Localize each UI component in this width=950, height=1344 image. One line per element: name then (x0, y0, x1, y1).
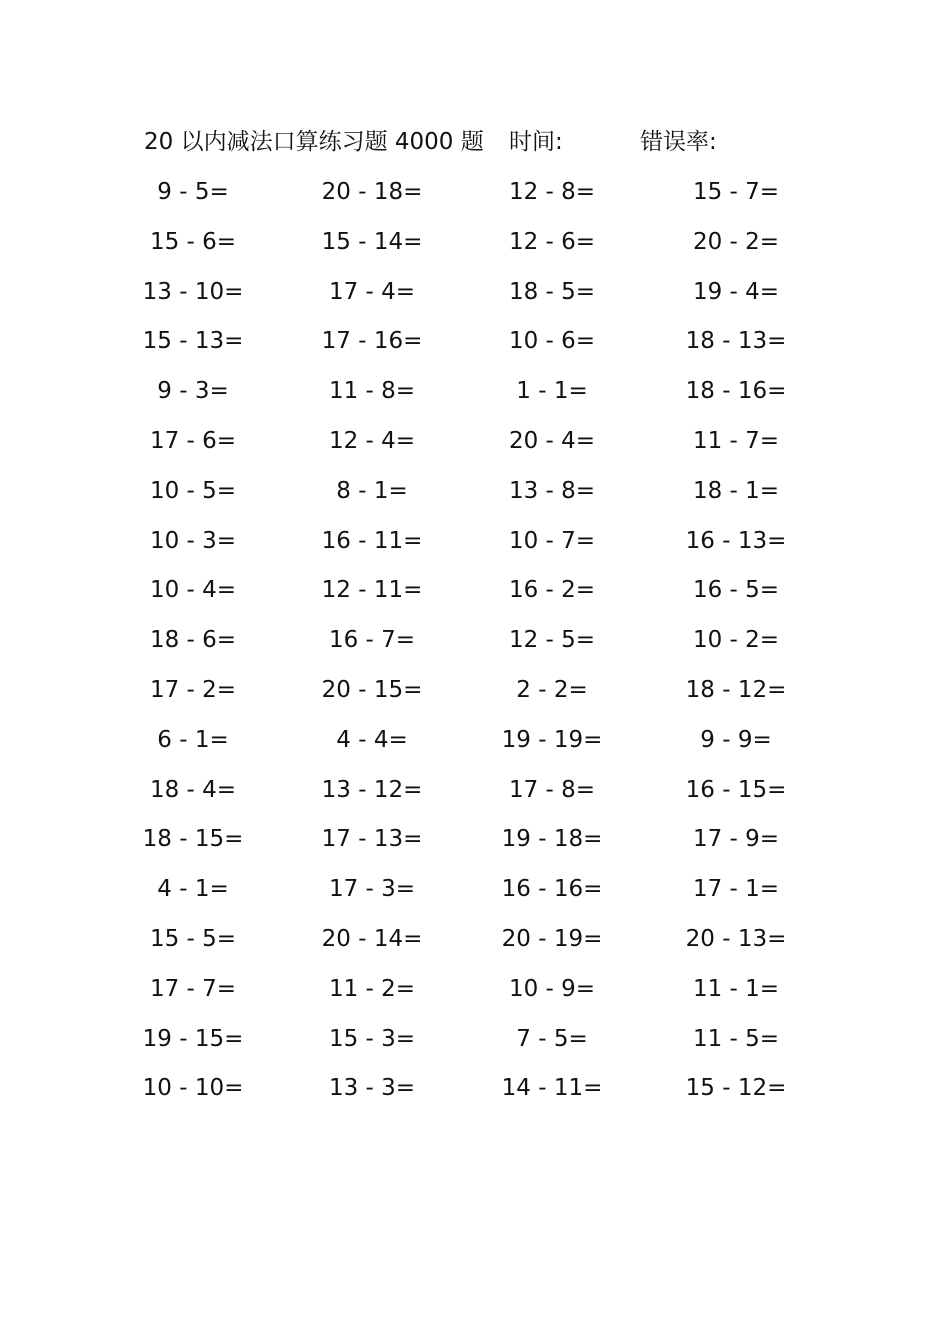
problem-item: 17 - 3= (328, 876, 416, 903)
problem-item: 17 - 9= (692, 826, 780, 853)
problem-item: 18 - 1= (692, 477, 780, 504)
problem-grid (0, 172, 950, 1118)
problem-item: 19 - 18= (501, 826, 603, 853)
worksheet-title: 20 以内减法口算练习题 4000 题 (144, 129, 484, 155)
problem-row (0, 1068, 950, 1118)
problem-item: 18 - 5= (508, 278, 596, 305)
problem-item: 9 - 9= (700, 726, 772, 753)
problem-item: 13 - 10= (142, 278, 244, 305)
problem-item: 17 - 13= (321, 826, 423, 853)
problem-row (0, 919, 950, 969)
problem-item: 18 - 6= (149, 627, 237, 654)
problem-row (0, 371, 950, 421)
problem-item: 15 - 12= (685, 1075, 787, 1102)
problem-item: 13 - 8= (508, 477, 596, 504)
problem-item: 12 - 6= (508, 228, 596, 255)
problem-item: 1 - 1= (516, 378, 588, 405)
problem-row (0, 570, 950, 620)
problem-item: 10 - 10= (142, 1075, 244, 1102)
problem-row (0, 421, 950, 471)
problem-item: 20 - 2= (692, 228, 780, 255)
problem-item: 17 - 8= (508, 776, 596, 803)
problem-item: 18 - 16= (685, 378, 787, 405)
problem-item: 16 - 5= (692, 577, 780, 604)
problem-item: 19 - 15= (142, 1025, 244, 1052)
problem-item: 17 - 4= (328, 278, 416, 305)
problem-item: 16 - 11= (321, 527, 423, 554)
error-rate-label: 错误率: (640, 129, 717, 155)
worksheet-header (144, 124, 784, 160)
problem-item: 16 - 15= (685, 776, 787, 803)
problem-row (0, 272, 950, 322)
problem-item: 7 - 5= (516, 1025, 588, 1052)
problem-item: 17 - 2= (149, 676, 237, 703)
problem-item: 13 - 3= (328, 1075, 416, 1102)
problem-item: 11 - 1= (692, 975, 780, 1002)
problem-item: 20 - 14= (321, 925, 423, 952)
problem-item: 15 - 6= (149, 228, 237, 255)
problem-item: 16 - 16= (501, 876, 603, 903)
problem-item: 10 - 7= (508, 527, 596, 554)
problem-item: 15 - 3= (328, 1025, 416, 1052)
problem-item: 17 - 7= (149, 975, 237, 1002)
problem-item: 4 - 4= (336, 726, 408, 753)
problem-item: 15 - 14= (321, 228, 423, 255)
problem-row (0, 670, 950, 720)
problem-item: 18 - 13= (685, 328, 787, 355)
problem-item: 10 - 2= (692, 627, 780, 654)
problem-item: 18 - 12= (685, 676, 787, 703)
problem-item: 12 - 5= (508, 627, 596, 654)
problem-row (0, 172, 950, 222)
problem-item: 13 - 12= (321, 776, 423, 803)
problem-item: 17 - 16= (321, 328, 423, 355)
problem-item: 11 - 7= (692, 427, 780, 454)
problem-item: 9 - 5= (157, 179, 229, 205)
problem-row (0, 521, 950, 571)
problem-item: 10 - 9= (508, 975, 596, 1002)
problem-row (0, 720, 950, 770)
problem-item: 12 - 11= (321, 577, 423, 604)
problem-item: 15 - 5= (149, 925, 237, 952)
problem-row (0, 770, 950, 820)
problem-item: 19 - 19= (501, 726, 603, 753)
problem-item: 2 - 2= (516, 676, 588, 703)
problem-row (0, 620, 950, 670)
problem-item: 18 - 15= (142, 826, 244, 853)
problem-item: 6 - 1= (157, 726, 229, 753)
problem-item: 20 - 19= (501, 925, 603, 952)
problem-item: 10 - 4= (149, 577, 237, 604)
problem-item: 15 - 13= (142, 328, 244, 355)
problem-item: 15 - 7= (692, 179, 780, 205)
problem-row (0, 819, 950, 869)
problem-item: 11 - 5= (692, 1025, 780, 1052)
problem-item: 12 - 4= (328, 427, 416, 454)
problem-item: 20 - 18= (321, 179, 423, 205)
problem-item: 20 - 13= (685, 925, 787, 952)
problem-row (0, 869, 950, 919)
problem-item: 16 - 13= (685, 527, 787, 554)
problem-item: 9 - 3= (157, 378, 229, 405)
problem-item: 4 - 1= (157, 876, 229, 903)
problem-row (0, 471, 950, 521)
problem-item: 20 - 4= (508, 427, 596, 454)
problem-item: 11 - 8= (328, 378, 416, 405)
problem-item: 10 - 6= (508, 328, 596, 355)
problem-row (0, 969, 950, 1019)
problem-row (0, 1019, 950, 1069)
problem-item: 20 - 15= (321, 676, 423, 703)
problem-item: 11 - 2= (328, 975, 416, 1002)
problem-row (0, 222, 950, 272)
problem-item: 10 - 3= (149, 527, 237, 554)
problem-item: 12 - 8= (508, 179, 596, 205)
problem-item: 17 - 6= (149, 427, 237, 454)
time-label: 时间: (509, 129, 563, 155)
problem-item: 18 - 4= (149, 776, 237, 803)
problem-item: 17 - 1= (692, 876, 780, 903)
problem-item: 10 - 5= (149, 477, 237, 504)
problem-item: 8 - 1= (336, 477, 408, 504)
problem-row (0, 321, 950, 371)
problem-item: 19 - 4= (692, 278, 780, 305)
problem-item: 16 - 2= (508, 577, 596, 604)
problem-item: 14 - 11= (501, 1075, 603, 1102)
problem-item: 16 - 7= (328, 627, 416, 654)
